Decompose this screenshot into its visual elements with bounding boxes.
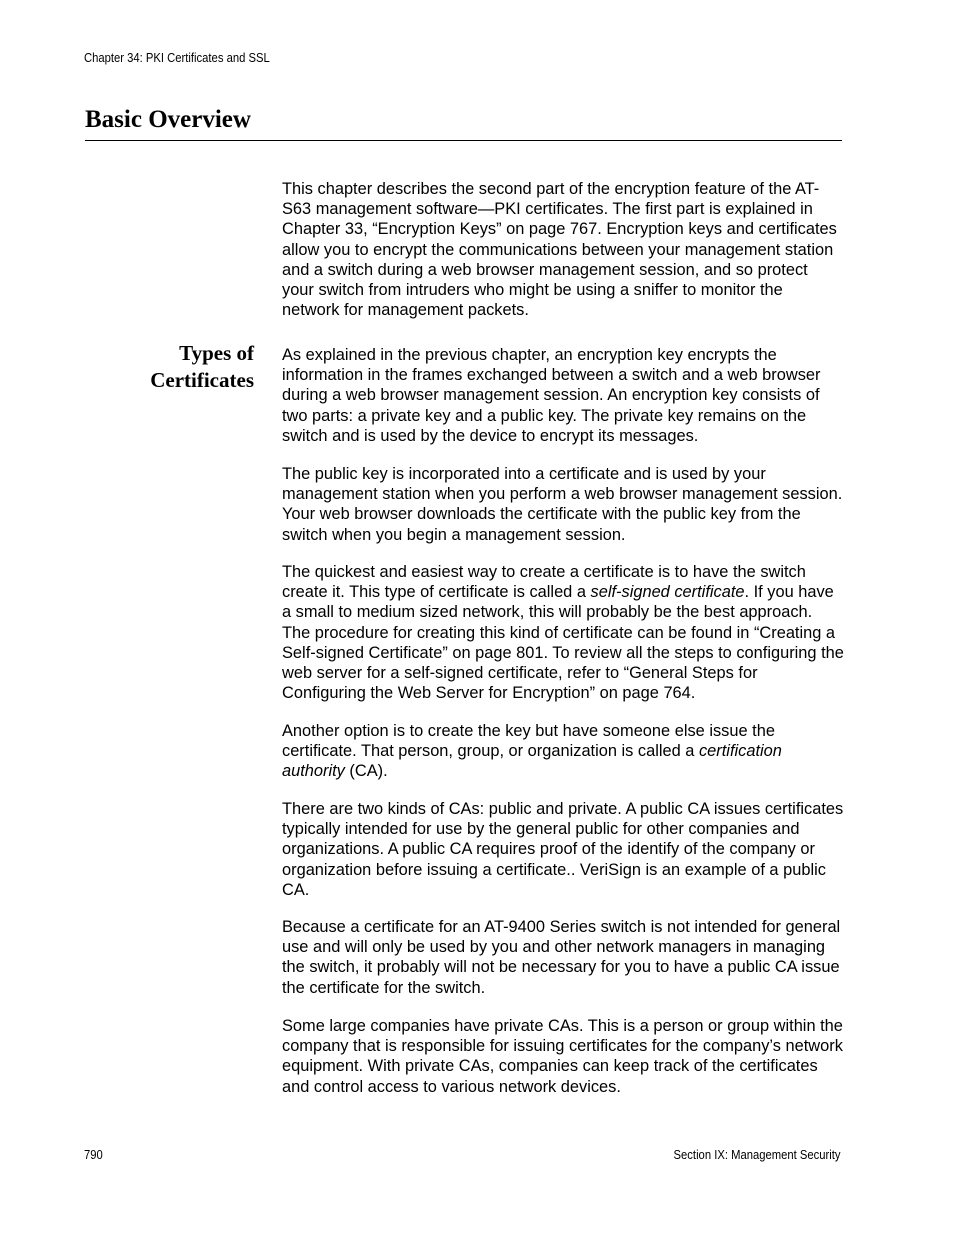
subsection-heading — [150, 340, 254, 394]
paragraph-3-text-b: . If you have a small to medium sized network, this will probably be the best approach. The procedure for creating this kind of certificate can be found in “Creating a Self-signed Certificate” on page 801. To review all the steps to configuring the web server for a self-signed certificate, refer to “General Steps for Configuring the Web Server for Encryption” on page 764. — [282, 583, 844, 703]
paragraph-6: Because a certificate for an AT-9400 Series switch is not intended for general use and will only be used by you and other network managers in managing the switch, it probably will not be necessary for you to have a public CA issue the certificate for the switch. — [282, 918, 841, 997]
footer-section: Section IX: Management Security — [674, 1148, 841, 1162]
paragraph-2: The public key is incorporated into a certificate and is used by your management station when you perform a web browser management session. Your web browser downloads the certificate with the public key from the switch when you begin a management session. — [282, 465, 843, 544]
subsection-heading-line2: Certificates — [150, 368, 254, 392]
paragraph-3-term: self-signed certificate — [590, 583, 745, 602]
paragraph-4-text-a: Another option is to create the key but have someone else issue the certificate. That person, group, or organization is called a — [282, 722, 775, 761]
paragraph-1: As explained in the previous chapter, an encryption key encrypts the information in the frames exchanged between a switch and a web browser during a web browser management session. An encryption key consists of two parts: a private key and a public key. The private key remains on the switch and is used by the device to encrypt its messages. — [282, 346, 821, 445]
page-number: 790 — [84, 1148, 103, 1162]
paragraph-5: There are two kinds of CAs: public and private. A public CA issues certificates typically intended for use by the general public for other companies and organizations. A public CA requires proof of the identify of the company or organization before issuing a certificate.. VeriSign is an example of a public CA. — [282, 800, 844, 899]
paragraph-3-text-a: The quickest and easiest way to create a certificate is to have the switch create it. This type of certificate is called a — [282, 563, 806, 602]
paragraph-7: Some large companies have private CAs. This is a person or group within the company that is responsible for issuing certificates for the company’s network equipment. With private CAs, companies can keep track of the certificates and control access to various network devices. — [282, 1017, 843, 1096]
paragraph-3 — [282, 562, 844, 703]
running-header: Chapter 34: PKI Certificates and SSL — [84, 51, 270, 65]
paragraph-4-text-b: (CA). — [344, 762, 388, 781]
intro-paragraph: This chapter describes the second part of the encryption feature of the AT-S63 management software—PKI certificates. The first part is explained in Chapter 33, “Encryption Keys” on page 767. Encryption keys and certificates allow you to encrypt the communications between your management station and a switch during a web browser management session, and so protect your switch from intruders who might be using a sniffer to monitor the network for management packets. — [282, 180, 837, 320]
paragraph-4-term: certification authority — [282, 742, 782, 781]
section-title: Basic Overview — [85, 106, 251, 133]
subsection-heading-line1: Types of — [179, 341, 254, 365]
title-rule — [85, 140, 842, 141]
paragraph-4 — [282, 721, 844, 782]
